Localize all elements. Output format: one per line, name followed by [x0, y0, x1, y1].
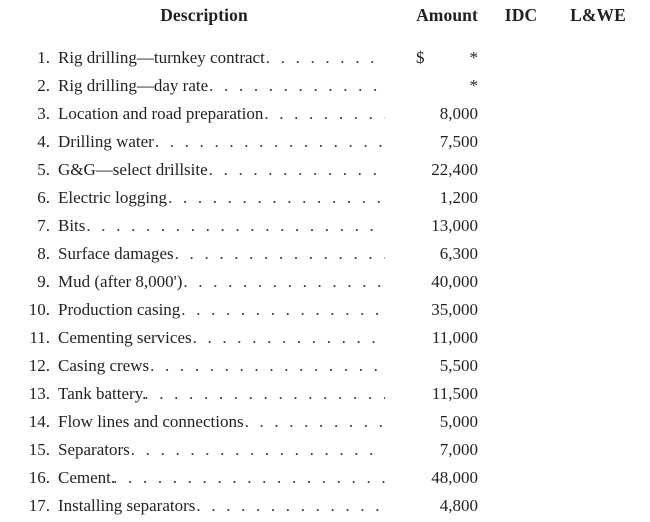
row-description-cell	[58, 324, 385, 352]
row-description-cell	[58, 44, 385, 72]
table-row	[0, 44, 650, 72]
row-number: 4.	[37, 132, 50, 151]
dot-leader	[266, 44, 385, 72]
row-description-text: Cement.	[58, 468, 116, 487]
dot-leader	[181, 296, 385, 324]
table-row	[0, 408, 650, 436]
row-description-text: Mud (after 8,000')	[58, 272, 183, 291]
row-description-cell	[58, 408, 385, 436]
table-row	[0, 240, 650, 268]
row-description-text: Tank battery.	[58, 384, 147, 403]
row-amount: 6,300	[439, 244, 478, 263]
row-amount: *	[469, 48, 478, 67]
row-description-cell	[58, 240, 385, 268]
row-description-text: Surface damages	[58, 244, 174, 263]
dot-leader	[193, 324, 385, 352]
table-row	[0, 128, 650, 156]
table-row	[0, 296, 650, 324]
row-number: 12.	[28, 356, 50, 375]
dot-leader	[168, 184, 385, 212]
row-amount: 40,000	[431, 272, 478, 291]
row-description-cell	[58, 128, 385, 156]
row-amount: 11,000	[431, 328, 478, 347]
row-amount: 35,000	[431, 300, 478, 319]
row-number: 6.	[37, 188, 50, 207]
row-description-cell	[58, 268, 385, 296]
dot-leader	[245, 408, 385, 436]
table-header-row	[0, 4, 650, 30]
row-description-text: Bits	[58, 216, 86, 235]
row-description-text: Casing crews	[58, 356, 150, 375]
row-description-cell	[58, 184, 385, 212]
row-description-text: Production casing	[58, 300, 181, 319]
table-row	[0, 324, 650, 352]
row-amount: 13,000	[431, 216, 478, 235]
row-description-text: Rig drilling—turnkey contract	[58, 48, 265, 67]
row-amount: 8,000	[439, 104, 478, 123]
column-header-idc: IDC	[504, 5, 538, 25]
table-row	[0, 100, 650, 128]
column-header-lwe: L&WE	[570, 5, 626, 25]
row-amount: 4,800	[439, 496, 478, 515]
dot-leader	[155, 128, 385, 156]
row-number: 15.	[28, 440, 50, 459]
row-description-cell	[58, 380, 385, 408]
row-amount: *	[469, 76, 478, 95]
dot-leader	[86, 212, 385, 240]
row-description-cell	[58, 212, 385, 240]
row-amount: 5,500	[439, 356, 478, 375]
row-description-text: Flow lines and connections	[58, 412, 244, 431]
row-description-text: Separators	[58, 440, 130, 459]
table-row	[0, 352, 650, 380]
table-row	[0, 184, 650, 212]
table-row	[0, 380, 650, 408]
row-description-text: Electric logging	[58, 188, 168, 207]
row-description-cell	[58, 296, 385, 324]
table-row	[0, 464, 650, 492]
dot-leader	[209, 156, 385, 184]
row-amount: 11,500	[431, 384, 478, 403]
row-amount: 1,200	[439, 188, 478, 207]
row-number: 8.	[37, 244, 50, 263]
dot-leader	[183, 268, 385, 296]
table-row	[0, 436, 650, 464]
row-number: 10.	[28, 300, 50, 319]
row-description-cell	[58, 436, 385, 464]
row-number: 14.	[28, 412, 50, 431]
row-description-cell	[58, 492, 385, 520]
dot-leader	[175, 240, 385, 268]
dot-leader	[113, 464, 385, 492]
table-row	[0, 72, 650, 100]
row-description-text: Drilling water	[58, 132, 154, 151]
row-description-text: Installing separators	[58, 496, 196, 515]
row-number: 17.	[28, 496, 50, 515]
row-description-cell	[58, 464, 385, 492]
dot-leader	[150, 352, 385, 380]
row-amount: 7,000	[439, 440, 478, 459]
row-amount: 5,000	[439, 412, 478, 431]
row-number: 5.	[37, 160, 50, 179]
row-number: 9.	[37, 272, 50, 291]
table-row	[0, 268, 650, 296]
row-amount: 48,000	[431, 468, 478, 487]
column-header-amount: Amount	[416, 5, 478, 25]
row-description-cell	[58, 156, 385, 184]
row-description-text: Cementing services	[58, 328, 192, 347]
row-description-text: Rig drilling—day rate	[58, 76, 209, 95]
row-number: 16.	[28, 468, 50, 487]
dot-leader	[131, 436, 385, 464]
row-description-cell	[58, 352, 385, 380]
row-number: 1.	[37, 48, 50, 67]
table-row	[0, 156, 650, 184]
row-amount: 22,400	[431, 160, 478, 179]
row-number: 11.	[29, 328, 50, 347]
row-description-cell	[58, 72, 385, 100]
row-description-cell	[58, 100, 385, 128]
table-row	[0, 492, 650, 520]
currency-symbol: $	[416, 48, 425, 67]
row-number: 2.	[37, 76, 50, 95]
table-row	[0, 212, 650, 240]
row-description-text: Location and road preparation	[58, 104, 264, 123]
dot-leader	[209, 72, 385, 100]
row-description-text: G&G—select drillsite	[58, 160, 208, 179]
row-amount: 7,500	[439, 132, 478, 151]
table-body	[0, 44, 650, 520]
row-number: 13.	[28, 384, 50, 403]
dot-leader	[144, 380, 385, 408]
dot-leader	[196, 492, 385, 520]
row-number: 3.	[37, 104, 50, 123]
row-number: 7.	[37, 216, 50, 235]
dot-leader	[264, 100, 385, 128]
column-header-description: Description	[160, 5, 248, 25]
